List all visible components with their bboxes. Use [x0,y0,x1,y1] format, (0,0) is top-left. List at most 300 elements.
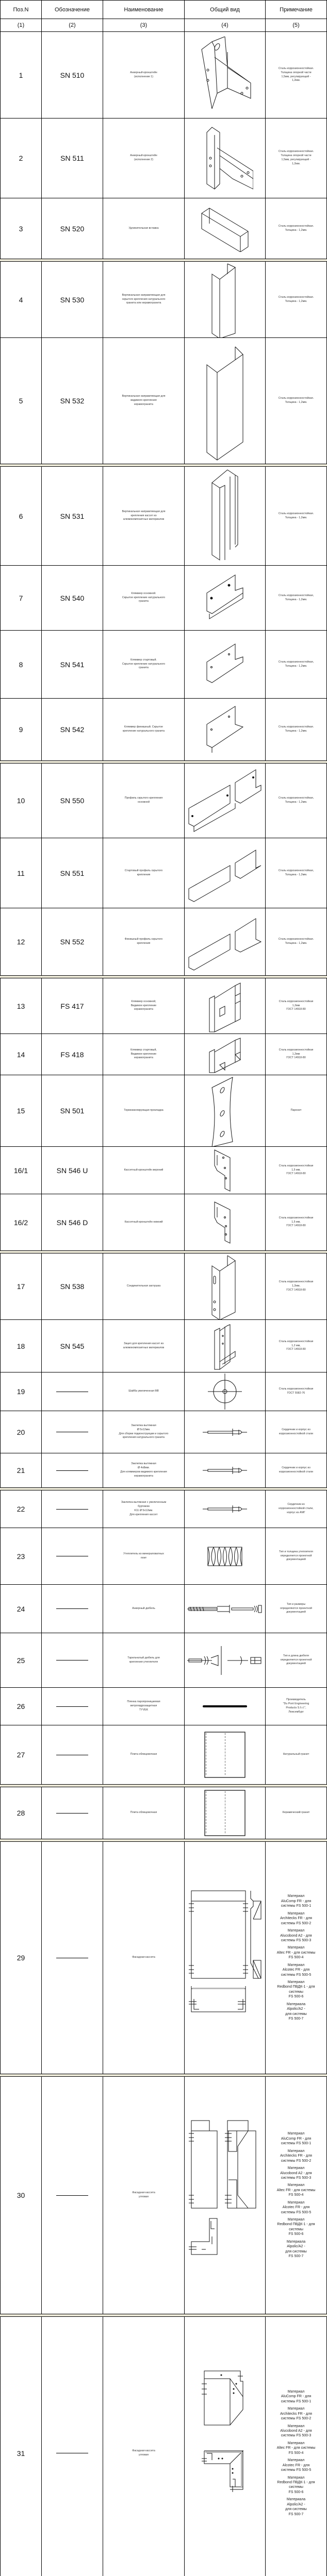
name-cell [103,1411,185,1453]
note-cell [266,631,326,698]
designation-cell [42,2317,103,2576]
column-number-label: (1) [17,22,25,28]
designation-code: SN 538 [60,1282,85,1291]
position-number: 21 [17,1466,25,1475]
designation-cell [42,1842,103,2074]
facade-cassette-icon [186,1888,264,2027]
general-view-cell [185,1075,266,1146]
table-block [0,466,327,761]
general-view-cell [185,467,266,565]
note-cell [266,118,326,198]
designation-cell [42,1147,103,1194]
name-cell [103,262,185,337]
item-name: Шайба увеличенная М8 [128,1389,159,1393]
position-cell [1,1320,42,1372]
table-row [1,1075,326,1147]
general-view-cell [185,699,266,760]
name-cell [103,1320,185,1372]
column-header-label: Обозначение [54,6,90,13]
column-number [1,19,42,31]
column-header [1,1,42,19]
table-block [0,0,327,259]
item-name: Профиль скрытого крепления основной [124,796,163,804]
column-number-label: (5) [292,22,300,28]
designation-cell [42,467,103,565]
name-cell [103,1194,185,1250]
designation-cell [42,338,103,464]
note-cell [266,699,326,760]
general-view-cell [185,978,266,1033]
designation-code: SN 541 [60,660,85,669]
note-text: Паронит [290,1109,302,1112]
note-text: Сталь коррозионностойкая. Толщина опорной части 1,5мм, регулирующей - 1,2мм. [278,150,314,165]
table-row [1,1725,326,1784]
name-cell [103,1633,185,1687]
column-number [266,19,326,31]
position-cell [1,118,42,198]
item-name: Плита облицовочная [130,1811,157,1815]
item-name: Кляммер основной, Видимое крепление керамогранита [130,999,157,1011]
note-text: Тип и толщина утеплителя определяется проектной документацией [279,1550,313,1562]
table-block [0,1253,327,1488]
position-number: 8 [19,660,23,669]
position-cell [1,1842,42,2074]
anchor-dowel-icon [186,1604,264,1614]
designation-cell [42,1194,103,1250]
name-cell [103,1528,185,1584]
visible-clamp-start-icon [204,1034,246,1075]
note-text [277,2129,316,2261]
general-view-cell [185,1194,266,1250]
position-number: 13 [17,1002,25,1010]
material-note: Материала Alpolic/A2 - для системы FS 500-7 [285,2240,307,2259]
material-note: Материал Altec FR - для системы FS 500-4 [276,2183,316,2197]
note-cell [266,1842,326,2074]
item-name: Кляммер стартовый, Видимое крепление керамогранита [130,1048,157,1060]
washer-icon [207,1372,243,1411]
designation-cell [42,1253,103,1319]
note-cell [266,1585,326,1633]
position-cell [1,32,42,118]
position-number: 2 [19,154,23,162]
table-block [0,978,327,1251]
general-view-cell [185,1253,266,1319]
table-row [1,32,326,118]
empty-designation-dash [56,1706,88,1707]
name-cell [103,338,185,464]
empty-designation-dash [56,1509,88,1510]
thermal-pad-icon [209,1075,240,1146]
position-number: 4 [19,295,23,304]
table-row [1,338,326,464]
note-cell [266,1490,326,1528]
position-cell [1,2317,42,2576]
note-cell [266,908,326,975]
designation-code: SN 542 [60,725,85,734]
designation-cell [42,1034,103,1075]
position-number: 20 [17,1428,25,1436]
designation-cell [42,978,103,1033]
table-row [1,1453,326,1487]
position-number: 30 [17,2191,25,2199]
table-block [0,2316,327,2576]
material-note: Материал Architecks FR - для системы FS 500-2 [280,2149,312,2163]
name-cell [103,1034,185,1075]
bracket-2-icon [197,122,253,194]
corner-cassette-icon [186,2118,264,2273]
table-row [1,467,326,566]
table-row [1,908,326,975]
designation-cell [42,699,103,760]
item-name: Термоизолирующая прокладка [124,1109,164,1112]
name-cell [103,1787,185,1839]
designation-code: SN 551 [60,869,85,877]
material-note: Материал Alucobond A2 - для системы FS 500-3 [280,2166,312,2180]
note-text: Сердечник из коррозионностойкой стали, корпус из АМГ [279,1503,314,1514]
name-cell [103,1147,185,1194]
general-view-cell [185,1787,266,1839]
column-header-label: Примечание [280,6,313,13]
name-cell [103,978,185,1033]
position-cell [1,262,42,337]
position-number: 26 [17,1702,25,1710]
general-view-cell [185,1528,266,1584]
material-note: Материал Alcotec FR - для системы FS 500-5 [281,2200,312,2214]
table-row [1,1147,326,1194]
designation-code: FS 417 [60,1002,84,1010]
item-name: Удлинительная вставка [128,226,159,230]
extension-insert-icon [197,206,253,252]
note-text [277,1891,316,2024]
table-row [1,118,326,198]
general-view-cell [185,1034,266,1075]
item-name: Зацеп для крепления кассет из алюмокомпозитных материалов [123,1342,165,1349]
vertical-guide-icon [207,262,243,337]
column-number [103,19,185,31]
position-cell [1,1490,42,1528]
column-header-label: Наименование [124,6,164,13]
name-cell [103,1453,185,1487]
name-cell [103,764,185,838]
note-text: Сталь коррозионностойкая 1,2 мм, ГОСТ 14918-80 [279,1340,314,1351]
item-name: Финишный профиль скрытого крепления [124,938,163,945]
table-row [1,1585,326,1633]
column-number [185,19,266,31]
item-name: Анкерный кронштейн (исполнение 1) [130,71,157,78]
position-number: 25 [17,1656,25,1665]
item-name: Заклепка вытяжная Ø 4х8мм. Для кляммеров видимого крепления керамогранита [120,1462,167,1478]
item-name: Кассетный кронштейн нижний [124,1220,163,1224]
designation-cell [42,1633,103,1687]
material-note: Материал Redbond ПВДК-1 - для системы FS 500-6 [277,1980,315,1999]
material-note: Материал Alcotec FR - для системы FS 500-5 [281,1963,312,1977]
table-row [1,2317,326,2576]
designation-code: SN 511 [60,154,84,162]
designation-code: SN 501 [60,1107,85,1115]
name-cell [103,1842,185,2074]
designation-cell [42,1528,103,1584]
note-text: Производитель "Du Pont Engineering Products S.f.r.l.", Люксембург [283,1698,309,1714]
designation-cell [42,198,103,259]
note-text: Сталь коррозионностойкая. Толщина - 1,2мм. [278,224,314,232]
general-view-cell [185,908,266,975]
position-number: 31 [17,2449,25,2458]
position-cell [1,566,42,630]
designation-cell [42,1372,103,1411]
table-row [1,1688,326,1725]
designation-cell [42,1787,103,1839]
table-row [1,838,326,908]
designation-cell [42,838,103,908]
item-name: Кассетный кронштейн верхний [124,1168,164,1172]
item-name: Кляммер основной. Скрытое крепление натурального гранита [122,591,166,603]
general-view-cell [185,1585,266,1633]
item-name: Плита облицовочная [130,1753,157,1756]
general-view-cell [185,838,266,908]
designation-cell [42,1453,103,1487]
item-name: Соединительная заглушка [126,1284,161,1288]
designation-cell [42,764,103,838]
empty-designation-dash [56,1470,88,1471]
designation-code: SN 540 [60,594,85,602]
designation-cell [42,1688,103,1725]
position-cell [1,467,42,565]
position-number: 16/1 [13,1166,28,1175]
note-text: Сердечник и корпус из коррозионностойкой стали [279,1428,313,1435]
designation-code: FS 418 [60,1050,84,1059]
designation-code: SN 520 [60,224,85,233]
note-text [277,2387,316,2519]
designation-cell [42,908,103,975]
designation-code: SN 546 U [56,1166,88,1175]
vertical-guide-cassette-icon [207,467,243,565]
item-name: Фасадная кассета угловая [132,2191,155,2198]
table-row [1,1528,326,1585]
position-cell [1,1585,42,1633]
table-row [1,2077,326,2314]
profile-finish-icon [186,911,264,973]
position-number: 7 [19,594,23,602]
position-cell [1,978,42,1033]
material-note: Материал Altec FR - для системы FS 500-4 [276,2441,316,2455]
designation-code: SN 550 [60,796,85,805]
general-view-cell [185,1688,266,1725]
table-row [1,631,326,699]
position-number: 5 [19,397,23,405]
position-number: 12 [17,938,25,946]
name-cell [103,699,185,760]
note-text: Сталь коррозионностойкая. Толщина - 1,2мм. [278,512,314,519]
name-cell [103,631,185,698]
general-view-cell [185,1147,266,1194]
item-name: Фасадная кассета угловая [132,2449,155,2456]
table-row [1,1633,326,1688]
cassette-bracket-lower-icon [212,1199,238,1246]
note-text: Натуральный гранит [283,1753,309,1756]
name-cell [103,198,185,259]
note-text: Тип и размеры определяются проектной документацией [280,1602,312,1614]
position-cell [1,1633,42,1687]
note-cell [266,2077,326,2314]
designation-cell [42,2077,103,2314]
item-name: Вертикальная направляющая для скрытого крепления натурального гранита или керамогранита [122,293,166,305]
note-cell [266,1372,326,1411]
position-number: 3 [19,224,23,233]
name-cell [103,1585,185,1633]
table-row [1,1034,326,1075]
position-cell [1,2077,42,2314]
rivet-icon [202,1427,248,1437]
note-text: Сталь коррозионностойкая. Толщина опорной части 1,5мм, регулирующей - 1,2мм. [278,66,314,82]
note-cell [266,1528,326,1584]
note-cell [266,1411,326,1453]
note-text: Сталь коррозионностойкая. Толщина - 1,2мм. [278,725,314,733]
note-cell [266,1725,326,1784]
designation-code: SN 510 [60,71,85,79]
note-text: Керамический гранит [282,1811,310,1815]
name-cell [103,2317,185,2576]
note-text: Сталь коррозионностойкая, Толщина - 1,2мм. [278,660,314,668]
material-note: Материал Alcotec FR - для системы FS 500-5 [281,2459,312,2472]
facing-slab-icon [204,1790,246,1836]
position-cell [1,1528,42,1584]
general-view-cell [185,1320,266,1372]
item-name: Анкерный дюбель [132,1606,155,1610]
position-number: 23 [17,1552,25,1561]
position-number: 27 [17,1751,25,1759]
material-note: Материал AluComp FR - для системы FS 500-1 [281,2132,312,2146]
designation-code: SN 546 D [56,1218,88,1227]
designation-cell [42,566,103,630]
cassette-hook-icon [209,1320,240,1372]
designation-code: SN 552 [60,938,85,946]
note-text: Тип и длина дюбеля определяется проектной документацией [280,1654,312,1666]
position-cell [1,1411,42,1453]
header-number-row [1,19,326,32]
name-cell [103,1075,185,1146]
table-row [1,1842,326,2074]
clamp-start-icon [204,641,246,688]
table-block [0,2076,327,2314]
table-row [1,699,326,760]
note-cell [266,198,326,259]
position-number: 24 [17,1604,25,1613]
column-header-label: Общий вид [210,6,240,13]
position-number: 28 [17,1809,25,1817]
note-text: Сталь коррозионностойкая. Толщина - 1,2мм. [278,938,314,945]
note-cell [266,566,326,630]
material-note: Материала Alpolic/A2 - для системы FS 500-7 [285,2498,307,2516]
note-cell [266,262,326,337]
position-number: 18 [17,1342,25,1350]
disc-dowel-icon [186,1645,264,1676]
general-view-cell [185,1633,266,1687]
designation-code: SN 531 [60,512,85,520]
material-note: Материал Architecks FR - для системы FS 500-2 [280,1911,312,1925]
general-view-cell [185,566,266,630]
note-text: Сталь коррозионностойкая 1,5 мм, ГОСТ 14918-80 [279,1216,314,1228]
note-cell [266,1034,326,1075]
name-cell [103,1372,185,1411]
item-name: Кляммер финишный. Скрытое крепление натурального гранита [122,725,165,733]
column-header [42,1,103,19]
position-number: 14 [17,1050,25,1059]
column-number-label: (3) [140,22,148,28]
note-cell [266,1320,326,1372]
position-number: 16/2 [13,1218,28,1227]
item-name: Утеплитель из минераловатных плит [123,1552,164,1560]
note-cell [266,1075,326,1146]
table-row [1,566,326,631]
designation-cell [42,1725,103,1784]
designation-cell [42,631,103,698]
position-number: 10 [17,796,25,805]
name-cell [103,908,185,975]
position-cell [1,838,42,908]
position-cell [1,908,42,975]
position-number: 1 [19,71,23,79]
general-view-cell [185,1490,266,1528]
membrane-icon [202,1704,248,1709]
position-cell [1,699,42,760]
profile-main-icon [186,767,264,834]
item-name: Кляммер стартовый. Скрытое крепление натурального гранита [122,658,166,670]
designation-code: SN 545 [60,1342,85,1350]
name-cell [103,1253,185,1319]
note-text: Сердечник и корпус из коррозионностойкой стали [279,1466,313,1473]
designation-code: SN 532 [60,397,85,405]
note-cell [266,1688,326,1725]
column-header [266,1,326,19]
column-header [103,1,185,19]
position-cell [1,1725,42,1784]
table-row [1,1372,326,1411]
note-text: Сталь коррозионностойкая, Толщина - 1,2мм. [278,594,314,601]
position-cell [1,1453,42,1487]
empty-designation-dash [56,1813,88,1814]
note-cell [266,1453,326,1487]
note-cell [266,467,326,565]
name-cell [103,1688,185,1725]
name-cell [103,566,185,630]
material-note: Материал Redbond ПВДК-1 - для системы FS 500-6 [277,2476,315,2494]
general-view-cell [185,338,266,464]
note-cell [266,1147,326,1194]
position-number: 22 [17,1505,25,1513]
material-note: Материала Alpolic/A2 - для системы FS 500-7 [285,2002,307,2021]
note-cell [266,338,326,464]
name-cell [103,2077,185,2314]
designation-cell [42,1411,103,1453]
note-cell [266,1194,326,1250]
general-view-cell [185,631,266,698]
designation-cell [42,1585,103,1633]
general-view-cell [185,1453,266,1487]
rivet-icon [202,1465,248,1476]
column-header [185,1,266,19]
designation-code: SN 530 [60,295,85,304]
designation-cell [42,32,103,118]
column-number-label: (4) [221,22,228,28]
designation-cell [42,118,103,198]
material-note: Материал AluComp FR - для системы FS 500-1 [281,2389,312,2403]
general-view-cell [185,32,266,118]
vertical-guide-tall-icon [202,339,248,463]
name-cell [103,1490,185,1528]
table-row [1,262,326,338]
item-name: Пленка паропроницаемая ветрогидрозащитная TYVEK [127,1700,160,1711]
position-cell [1,198,42,259]
